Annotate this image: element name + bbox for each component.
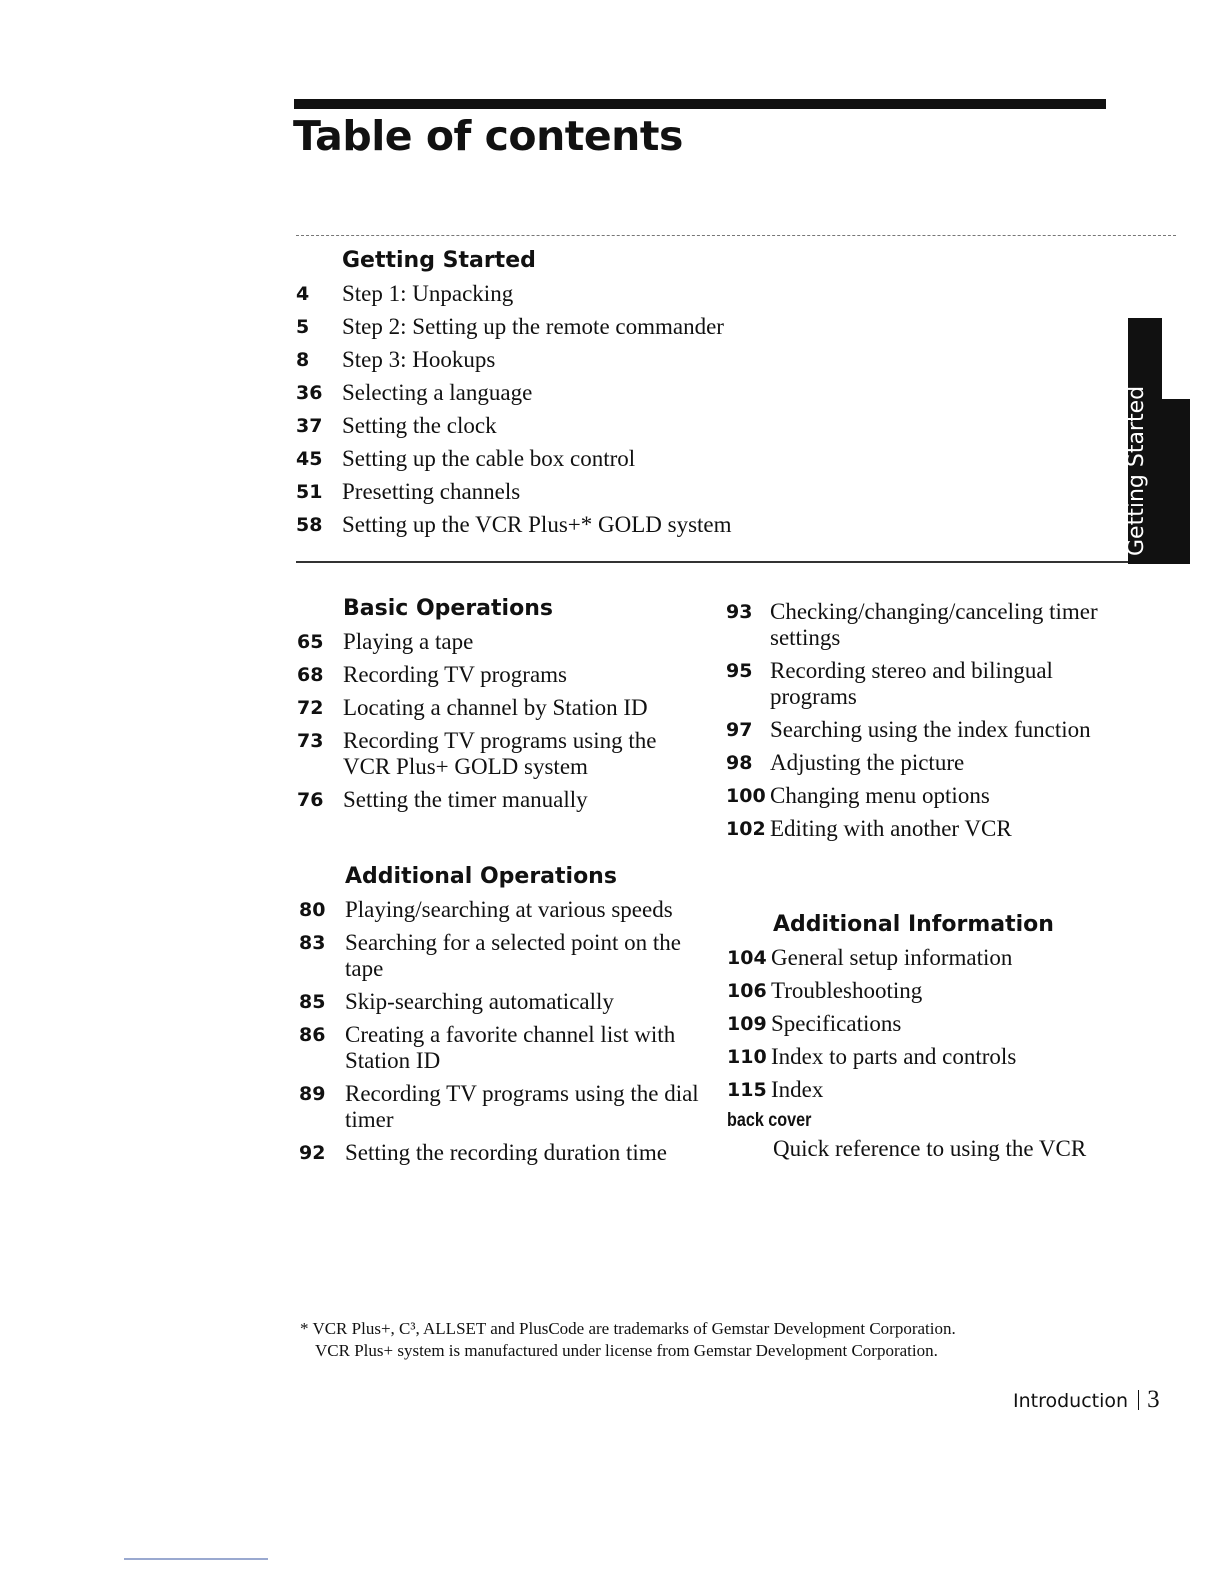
toc-page-number: 37 [296, 415, 323, 437]
section-heading: Getting Started [342, 248, 536, 273]
section-additional-operations [299, 864, 699, 1173]
toc-entry-title: Checking/changing/canceling timer settings [770, 599, 1098, 650]
toc-page-number: 8 [296, 349, 310, 371]
toc-entry-title: Skip-searching automatically [345, 989, 614, 1014]
toc-entry [296, 413, 1116, 439]
toc-entry-title: Playing a tape [343, 629, 474, 654]
toc-entry-title: Adjusting the picture [770, 750, 965, 775]
section-right-column [726, 599, 1106, 849]
toc-page-number: 65 [297, 631, 324, 653]
footnote-line-1: * VCR Plus+, C³, ALLSET and PlusCode are trademarks of Gemstar Development Corporation. [300, 1319, 956, 1338]
toc-page-number: 5 [296, 316, 310, 338]
toc-page-number: 115 [727, 1079, 767, 1101]
toc-page-number: 97 [726, 719, 753, 741]
toc-entry-title: Specifications [771, 1011, 902, 1036]
toc-page-number: 85 [299, 991, 326, 1013]
toc-entry-title: Step 1: Unpacking [342, 281, 514, 306]
toc-entry-title: Step 3: Hookups [342, 347, 496, 372]
toc-entry [296, 281, 1116, 307]
toc-entry-title: Index to parts and controls [771, 1044, 1017, 1069]
toc-entry-title: Playing/searching at various speeds [345, 897, 673, 922]
toc-entry-title: Editing with another VCR [770, 816, 1012, 841]
toc-entry [726, 783, 1106, 809]
side-tab-label: Getting Started [1124, 385, 1149, 556]
toc-entry [727, 1077, 1127, 1103]
toc-entry-title: Searching using the index function [770, 717, 1091, 742]
toc-entry [727, 945, 1127, 971]
toc-page-number: 86 [299, 1024, 326, 1046]
toc-entry [296, 380, 1116, 406]
toc-page-number: 73 [297, 730, 324, 752]
page-footer [1013, 1386, 1160, 1414]
toc-entry [299, 1081, 699, 1133]
toc-entry-title: General setup information [771, 945, 1013, 970]
toc-page-number: 104 [727, 947, 767, 969]
toc-entry [296, 479, 1116, 505]
toc-entry-title: Locating a channel by Station ID [343, 695, 648, 720]
toc-page-number: 106 [727, 980, 767, 1002]
toc-entry [296, 314, 1116, 340]
toc-entry-title: Index [771, 1077, 824, 1102]
toc-entry-title: Changing menu options [770, 783, 990, 808]
back-cover-text: Quick reference to using the VCR [773, 1136, 1087, 1161]
toc-entry-title: Step 2: Setting up the remote commander [342, 314, 724, 339]
toc-entry-title: Searching for a selected point on the tape [345, 930, 681, 981]
toc-entry-title: Setting the timer manually [343, 787, 588, 812]
toc-page-number: 83 [299, 932, 326, 954]
toc-entry [296, 347, 1116, 373]
toc-entry-title: Selecting a language [342, 380, 533, 405]
toc-entry-title: Creating a favorite channel list with Station ID [345, 1022, 676, 1073]
toc-entry [296, 512, 1116, 538]
toc-page-number: 76 [297, 789, 324, 811]
toc-entry [726, 599, 1106, 651]
toc-page-number: 68 [297, 664, 324, 686]
section-divider-bottom [296, 561, 1128, 563]
footer-section-name: Introduction [1013, 1390, 1129, 1412]
toc-entry-title: Setting the recording duration time [345, 1140, 667, 1165]
toc-entry [299, 930, 699, 982]
toc-page-number: 110 [727, 1046, 767, 1068]
toc-entry-title: Recording stereo and bilingual programs [770, 658, 1053, 709]
toc-entry [297, 787, 697, 813]
toc-page-number: 58 [296, 514, 323, 536]
toc-entry-title: Recording TV programs [343, 662, 568, 687]
toc-entry-title: Presetting channels [342, 479, 521, 504]
toc-page-number: 92 [299, 1142, 326, 1164]
toc-entry-title: Setting up the VCR Plus+* GOLD system [342, 512, 732, 537]
back-cover-label: back cover [727, 1110, 812, 1131]
toc-entry [299, 989, 699, 1015]
toc-page-number: 51 [296, 481, 323, 503]
section-additional-information [727, 912, 1127, 1162]
footer-separator [1138, 1390, 1139, 1410]
toc-page-number: 98 [726, 752, 753, 774]
toc-entry [726, 717, 1106, 743]
toc-entry-title: Recording TV programs using the VCR Plus+ GOLD system [343, 728, 657, 779]
toc-page-number: 100 [726, 785, 766, 807]
section-heading: Additional Information [773, 912, 1054, 937]
toc-entry [727, 1011, 1127, 1037]
toc-page-number: 109 [727, 1013, 767, 1035]
toc-entry-title: Setting the clock [342, 413, 497, 438]
toc-entry [297, 662, 697, 688]
toc-page-number: 4 [296, 283, 310, 305]
toc-entry [299, 1140, 699, 1166]
toc-page-number: 80 [299, 899, 326, 921]
trademark-footnote [300, 1318, 1120, 1362]
toc-entry [726, 658, 1106, 710]
top-rule [294, 99, 1106, 109]
toc-page-number: 45 [296, 448, 323, 470]
toc-entry [726, 816, 1106, 842]
section-basic-operations [297, 596, 697, 820]
page-title: Table of contents [293, 112, 683, 160]
section-heading: Basic Operations [343, 596, 553, 621]
toc-entry [299, 1022, 699, 1074]
toc-entry-title: Troubleshooting [771, 978, 923, 1003]
toc-entry [297, 728, 697, 780]
toc-page-number: 102 [726, 818, 766, 840]
toc-page-number: 89 [299, 1083, 326, 1105]
toc-page-number: 36 [296, 382, 323, 404]
toc-page-number: 72 [297, 697, 324, 719]
footnote-line-2: VCR Plus+ system is manufactured under license from Gemstar Development Corporation. [315, 1341, 938, 1360]
section-heading: Additional Operations [345, 864, 617, 889]
section-divider-top [296, 235, 1176, 236]
toc-page-number: 95 [726, 660, 753, 682]
toc-entry [726, 750, 1106, 776]
bottom-mark [124, 1558, 268, 1560]
toc-entry-title: Setting up the cable box control [342, 446, 636, 471]
toc-entry [727, 978, 1127, 1004]
toc-entry [297, 695, 697, 721]
toc-entry [296, 446, 1116, 472]
page-number: 3 [1147, 1386, 1160, 1413]
toc-entry-title: Recording TV programs using the dial timer [345, 1081, 699, 1132]
toc-entry [299, 897, 699, 923]
toc-entry [297, 629, 697, 655]
toc-entry [727, 1044, 1127, 1070]
section-getting-started [296, 248, 1116, 545]
toc-page-number: 93 [726, 601, 753, 623]
